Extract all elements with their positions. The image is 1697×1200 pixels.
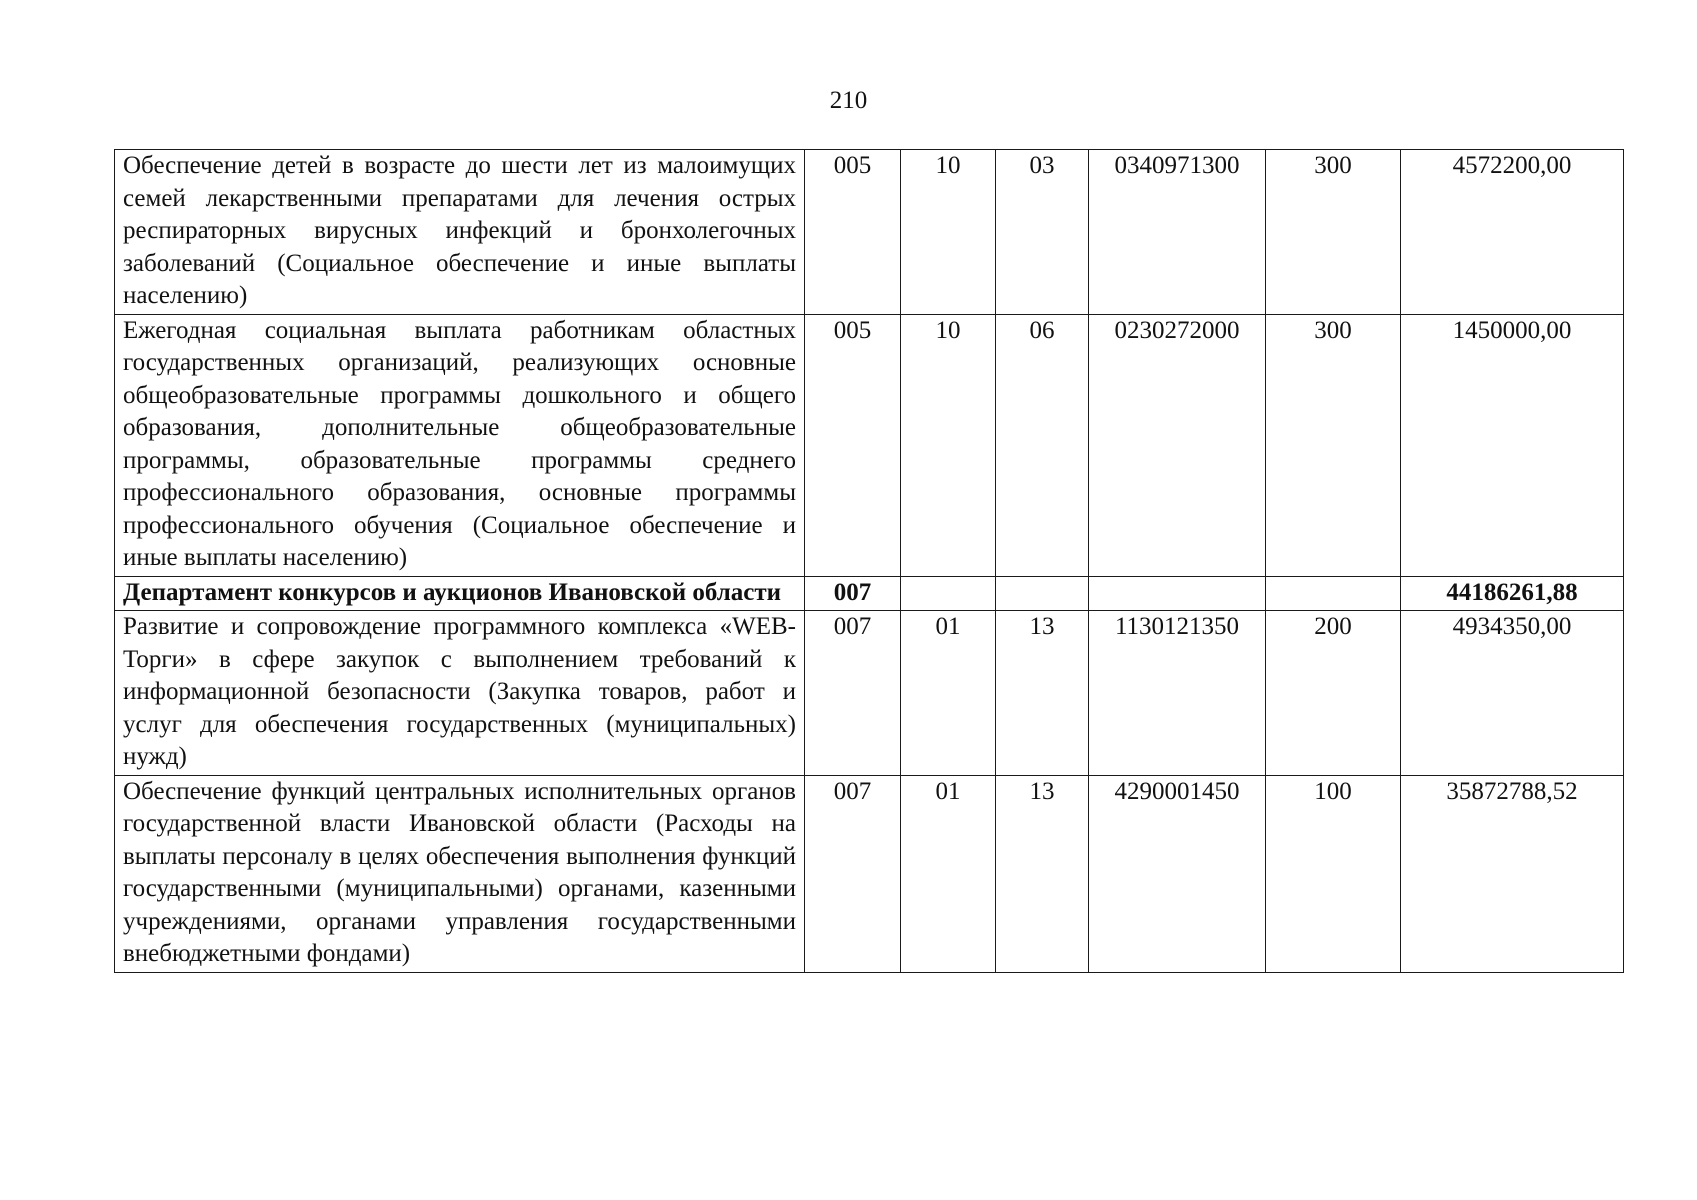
row-expense-type: 300: [1266, 314, 1401, 576]
table-row: [115, 775, 1624, 972]
row-expense-type: [1266, 576, 1401, 611]
row-target-article: 1130121350: [1089, 611, 1266, 776]
row-expense-type: 200: [1266, 611, 1401, 776]
table-row: [115, 611, 1624, 776]
row-section: 01: [901, 775, 996, 972]
row-amount: 44186261,88: [1401, 576, 1624, 611]
row-code: 007: [805, 775, 901, 972]
row-section: [901, 576, 996, 611]
row-code: 005: [805, 150, 901, 315]
row-code: 005: [805, 314, 901, 576]
row-amount: 4934350,00: [1401, 611, 1624, 776]
row-description: Обеспечение детей в возрасте до шести лет из малоимущих семей лекарственными препаратами для лечения острых респираторных вирусных инфекций и бронхолегочных заболеваний (Социальное обеспечение и иные выплаты населению): [115, 150, 805, 315]
row-target-article: 4290001450: [1089, 775, 1266, 972]
page-number: 210: [829, 87, 868, 114]
row-target-article: [1089, 576, 1266, 611]
row-section: 10: [901, 314, 996, 576]
row-amount: 4572200,00: [1401, 150, 1624, 315]
budget-table: [114, 149, 1624, 973]
row-subsection: 06: [996, 314, 1089, 576]
row-section: 10: [901, 150, 996, 315]
row-expense-type: 100: [1266, 775, 1401, 972]
table-row: [115, 576, 1624, 611]
row-description: Ежегодная социальная выплата работникам областных государственных организаций, реализующих основные общеобразовательные программы дошкольного и общего образования, дополнительные общеобразовательные программы, образовательные программы среднего профессионального образования, основные программы профессионального обучения (Социальное обеспечение и иные выплаты населению): [115, 314, 805, 576]
row-description: Департамент конкурсов и аукционов Ивановской области: [115, 576, 805, 611]
table-row: [115, 150, 1624, 315]
row-amount: 35872788,52: [1401, 775, 1624, 972]
row-target-article: 0340971300: [1089, 150, 1266, 315]
row-subsection: [996, 576, 1089, 611]
row-target-article: 0230272000: [1089, 314, 1266, 576]
row-subsection: 13: [996, 611, 1089, 776]
row-code: 007: [805, 576, 901, 611]
row-subsection: 03: [996, 150, 1089, 315]
row-amount: 1450000,00: [1401, 314, 1624, 576]
table-row: [115, 314, 1624, 576]
row-section: 01: [901, 611, 996, 776]
row-description: Обеспечение функций центральных исполнительных органов государственной власти Ивановской области (Расходы на выплаты персоналу в целях обеспечения выполнения функций государственными (муниципальными) органами, казенными учреждениями, органами управления государственными внебюджетными фондами): [115, 775, 805, 972]
row-description: Развитие и сопровождение программного комплекса «WEB-Торги» в сфере закупок с выполнением требований к информационной безопасности (Закупка товаров, работ и услуг для обеспечения государственных (муниципальных) нужд): [115, 611, 805, 776]
row-code: 007: [805, 611, 901, 776]
row-expense-type: 300: [1266, 150, 1401, 315]
row-subsection: 13: [996, 775, 1089, 972]
